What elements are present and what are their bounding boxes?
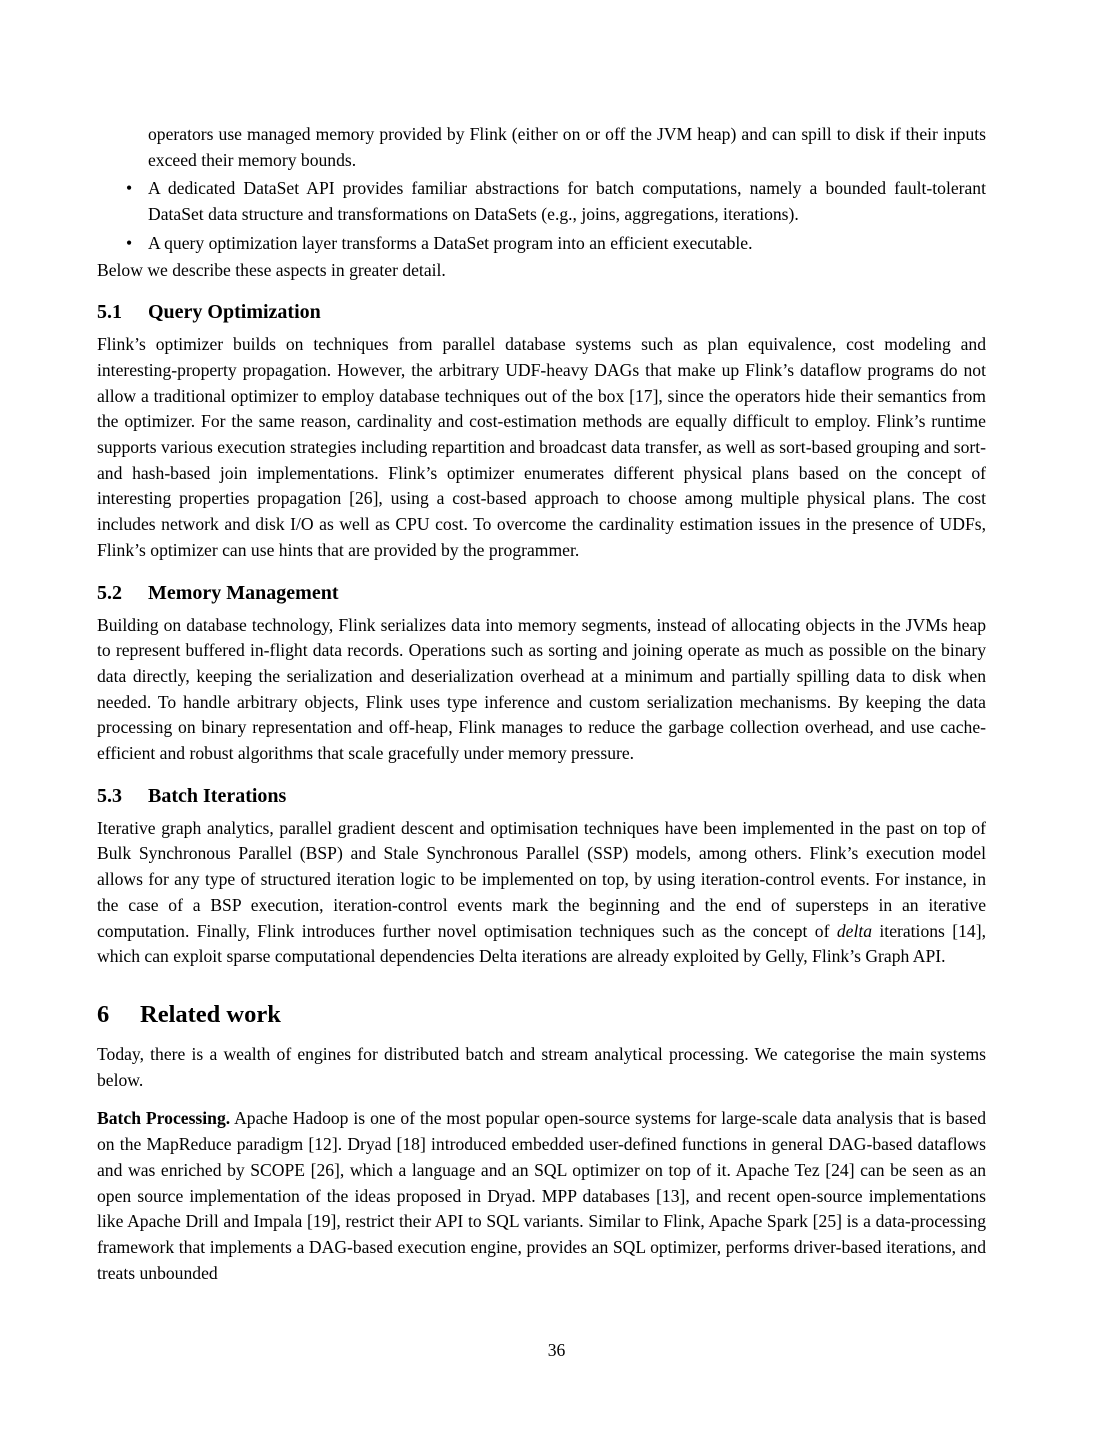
section-number: 6 [97,1000,110,1028]
section-heading-query-optimization [97,300,986,324]
bullet-icon: • [126,232,133,253]
section-title: Memory Management [148,581,339,604]
batch-processing-text: Apache Hadoop is one of the most popular open-source systems for large-scale data analysis that is based on the MapReduce paradigm [12]. Dryad [18] introduced embedded user-defined functions in general DAG-based dataflows and was enriched by SCOPE [26], which a language and an SQL optimizer on top of it. Apache Tez [24] can be seen as an open source implementation of the ideas proposed in Dryad. MPP databases [13], and recent open-source implementations like Apache Drill and Impala [19], restrict their API to SQL variants. Similar to Flink, Apache Spark [25] is a data-processing framework that implements a DAG-based execution engine, provides an SQL optimizer, performs driver-based iterations, and treats unbounded [97,1108,986,1283]
section-number: 5.1 [97,301,122,324]
page-number: 36 [547,1340,566,1360]
section-title: Query Optimization [148,301,321,324]
section-body-batch-iterations [97,816,986,970]
bullet-item-query-optimization [97,231,986,257]
section-body-memory-management: Building on database technology, Flink serializes data into memory segments, instead of allocating objects in the JVMs heap to represent buffered in-flight data records. Operations such as sorting and joining operate as much as possible on the binary data directly, keeping the serialization and deserialization overhead at a minimum and partially spilling data to disk when needed. To handle arbitrary objects, Flink uses type inference and custom serialization mechanisms. By keeping the data processing on binary representation and off-heap, Flink manages to reduce the garbage collection overhead, and use cache-efficient and robust algorithms that scale gracefully under memory pressure. [97,614,986,764]
bullet-item-dataset-api [97,176,986,227]
body-text-post: iterations [14], which can exploit sparse computational dependencies Delta iterations are already exploited by Gelly, Flink’s Graph API. [97,920,986,967]
bullet-text: A dedicated DataSet API provides familiar abstractions for batch computations, namely a bounded fault-tolerant DataSet data structure and transformations on DataSets (e.g., joins, aggregations, iterations). [148,178,986,225]
body-text-pre: Iterative graph analytics, parallel gradient descent and optimisation techniques have been implemented in the past on top of Bulk Synchronous Parallel (BSP) and Stale Synchronous Parallel (SSP) models, among others. Flink’s execution model allows for any type of structured iteration logic to be implemented on top, by using iteration-control events. For instance, in the case of a BSP execution, iteration-control events mark the beginning and the end of supersteps in an iterative computation. Finally, Flink introduces further novel optimisation techniques such as the concept of [97,817,986,941]
section-title: Related work [140,1000,281,1028]
bullet-text: A query optimization layer transforms a DataSet program into an efficient executable. [148,232,753,253]
section-number: 5.2 [97,581,122,604]
batch-processing-label: Batch Processing. [97,1108,231,1129]
section-heading-related-work [97,1001,986,1029]
continuation-paragraph: operators use managed memory provided by Flink (either on or off the JVM heap) and can spill to disk if their inputs exceed their memory bounds. [148,124,986,170]
section-number: 5.3 [97,784,122,807]
section-heading-memory-management [97,581,986,605]
section-body-query-optimization: Flink’s optimizer builds on techniques from parallel database systems such as plan equivalence, cost modeling and interesting-property propagation. However, the arbitrary UDF-heavy DAGs that make up Flink’s dataflow programs do not allow a traditional optimizer to employ database techniques out of the box [17], since the operators hide their semantics from the optimizer. For the same reason, cardinality and cost-estimation methods are equally difficult to employ. Flink’s runtime supports various execution strategies including repartition and broadcast data transfer, as well as sort-based grouping and sort- and hash-based join implementations. Flink’s optimizer enumerates different physical plans based on the concept of interesting properties propagation [26], using a cost-based approach to choose among multiple physical plans. The cost includes network and disk I/O as well as CPU cost. To overcome the cardinality estimation issues in the presence of UDFs, Flink’s optimizer can use hints that are provided by the programmer. [97,334,986,560]
bullet-icon: • [126,178,133,199]
lead-closing-paragraph: Below we describe these aspects in greater detail. [97,259,446,280]
related-work-intro-paragraph: Today, there is a wealth of engines for distributed batch and stream analytical processing. We categorise the main systems below. [97,1043,986,1090]
section-title: Batch Iterations [148,784,287,807]
page-content [97,122,986,1286]
section-heading-batch-iterations [97,784,986,808]
bullet-list [97,176,986,256]
italic-delta-word: delta [836,920,873,941]
batch-processing-paragraph [97,1106,986,1286]
